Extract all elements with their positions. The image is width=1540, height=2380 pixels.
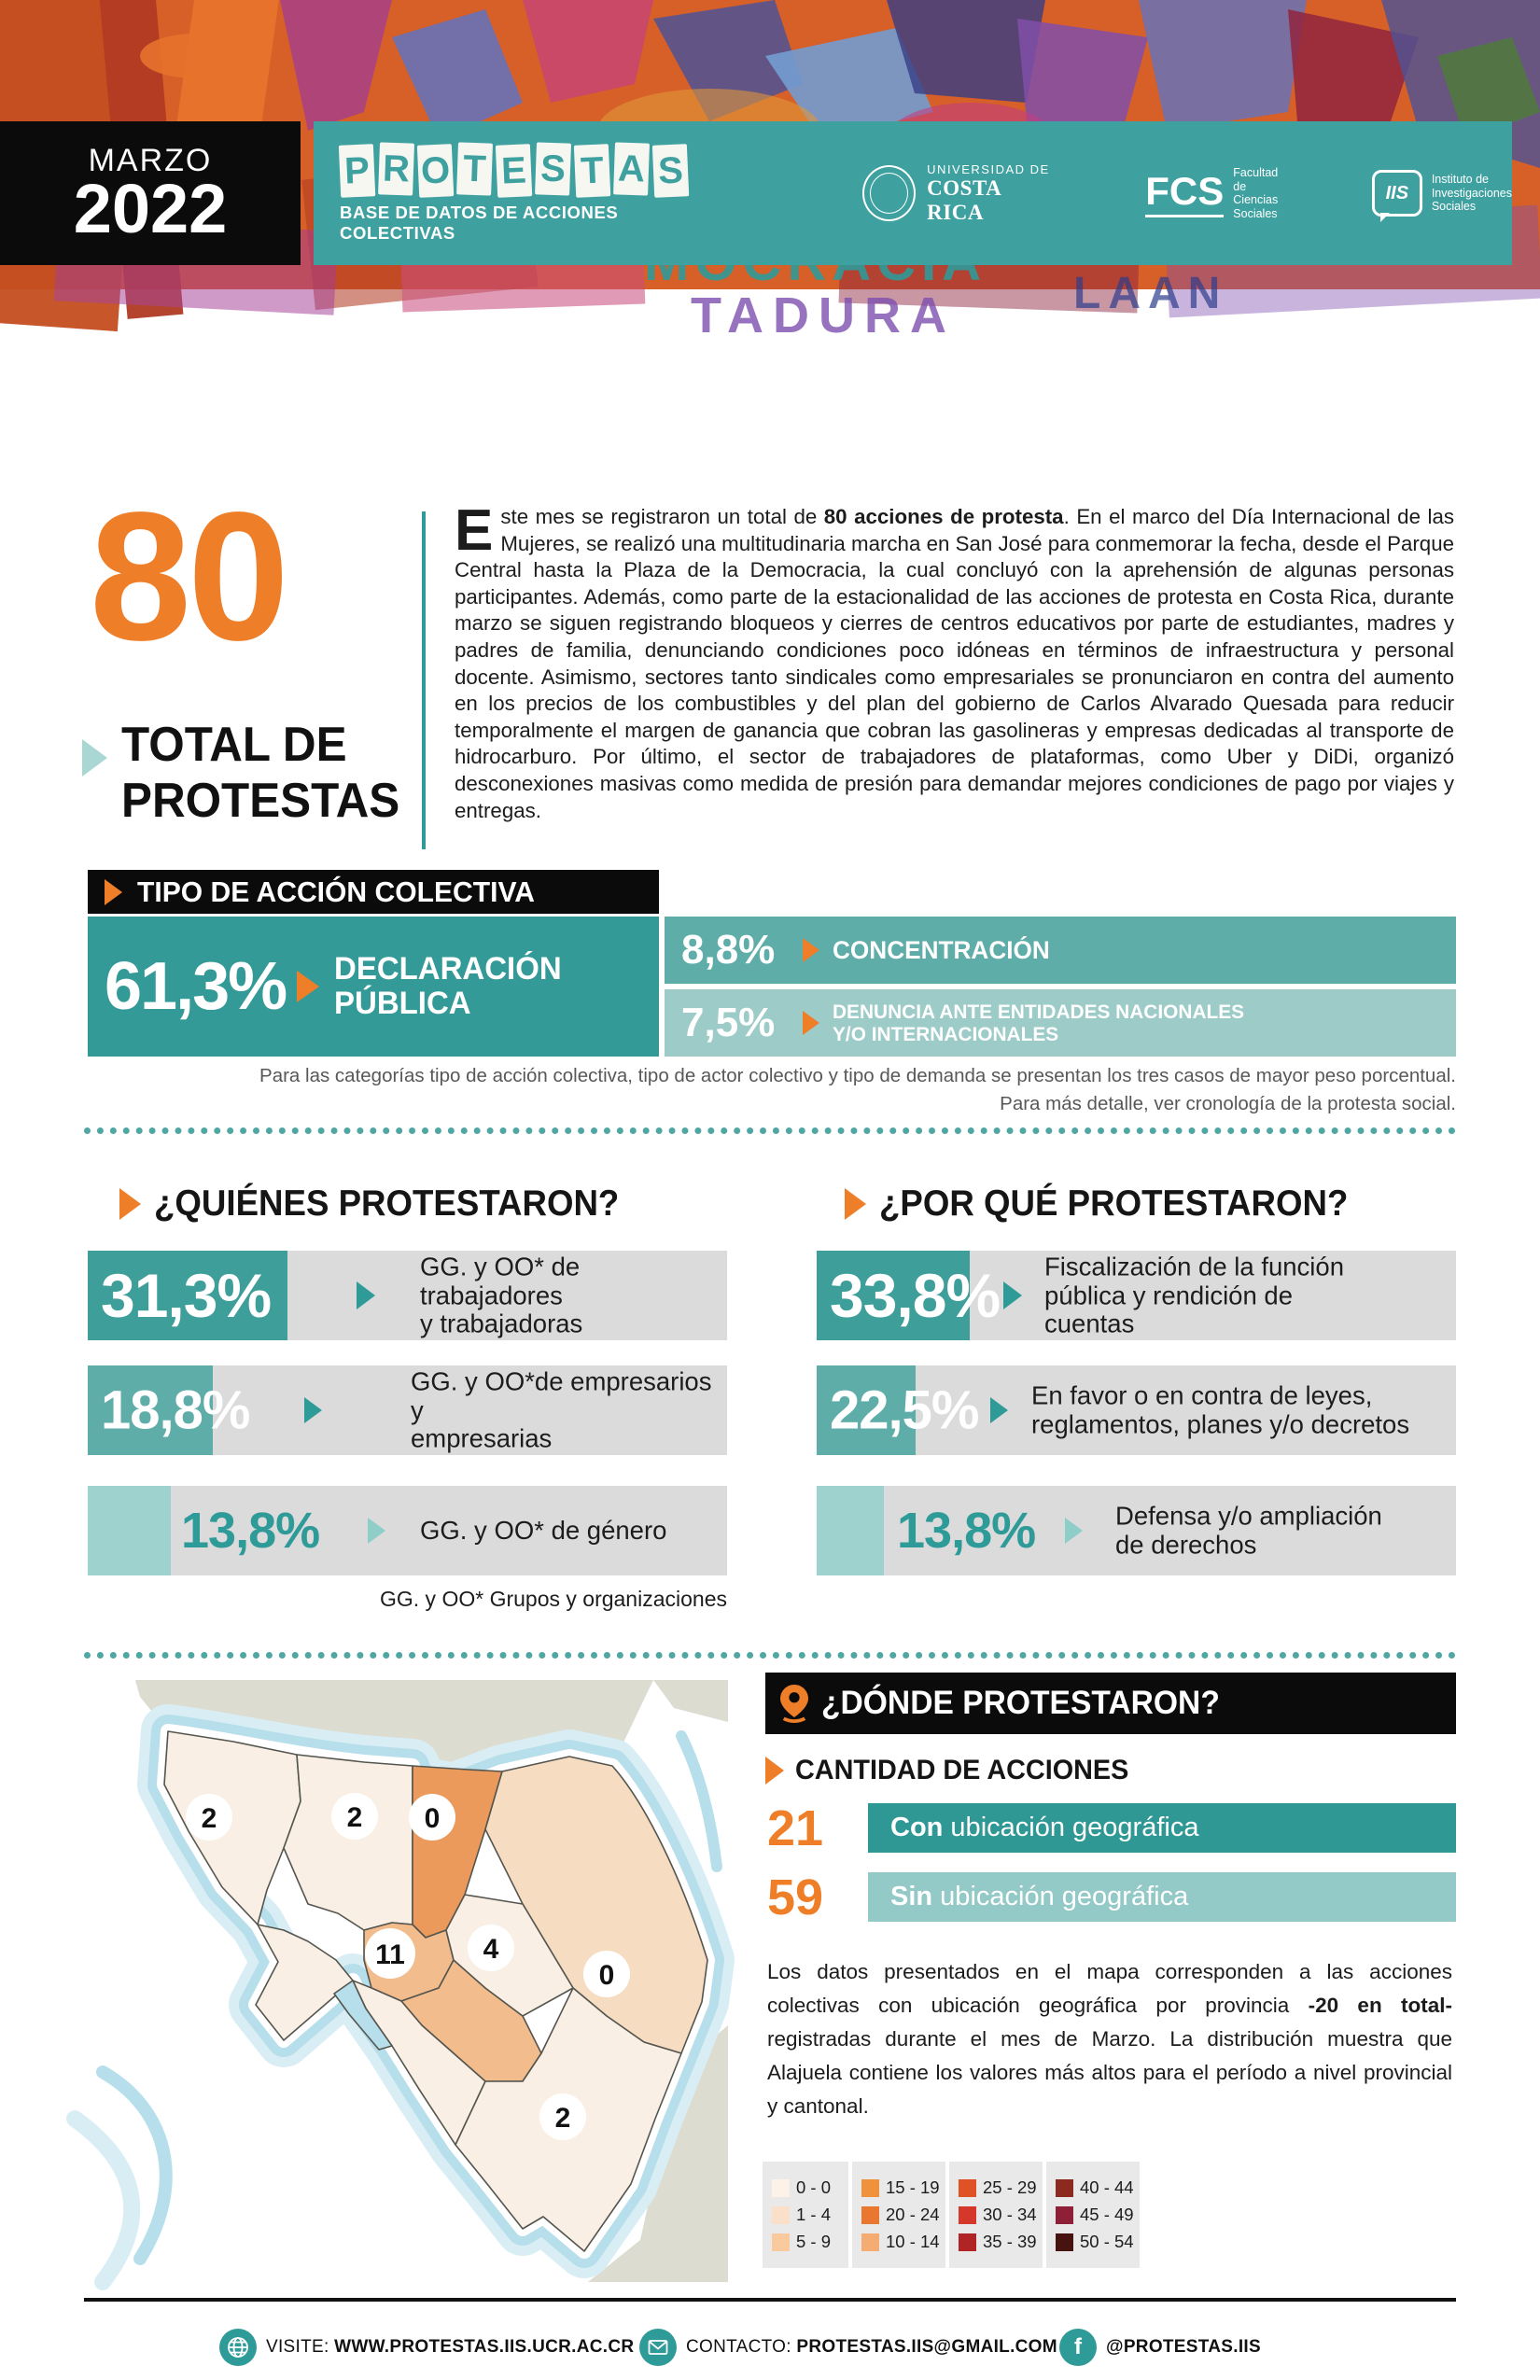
- quienes-section-header: [119, 1183, 649, 1225]
- map-value-puntarenas: 2: [554, 2103, 571, 2134]
- arrow-icon: [803, 1011, 819, 1035]
- year-label: 2022: [73, 170, 228, 247]
- footer-contact[interactable]: CONTACTO: PROTESTAS.IIS@GMAIL.COM: [639, 2329, 1057, 2366]
- iis-line3: Sociales: [1431, 200, 1477, 214]
- ucr-name-line2: COSTA RICA: [927, 175, 1001, 224]
- without-geo-bar: Sin ubicación geográfica: [868, 1872, 1456, 1922]
- globe-icon: [219, 2329, 257, 2366]
- legend-col-1: [763, 2162, 848, 2268]
- bar-pct: 13,8%: [897, 1503, 1036, 1559]
- legend-item: 15 - 19: [861, 2177, 945, 2198]
- bar-fill: [88, 1486, 171, 1575]
- brand-banner: [314, 121, 1512, 265]
- ucr-seal-icon: [862, 165, 916, 221]
- footer-divider: [84, 2298, 1456, 2302]
- costa-rica-map: [84, 1680, 728, 2282]
- bar-pct: 13,8%: [181, 1503, 320, 1559]
- legend-swatch: [772, 2233, 790, 2251]
- arrow-icon: [119, 1188, 141, 1220]
- tipo-main-pct: 61,3%: [105, 949, 287, 1024]
- donde-section-header: [765, 1673, 1456, 1734]
- facebook-icon: f: [1059, 2329, 1097, 2366]
- cantidad-title: CANTIDAD DE ACCIONES: [795, 1755, 1129, 1785]
- arrow-icon: [368, 1518, 385, 1544]
- bar-label: Defensa y/o ampliación de derechos: [1115, 1501, 1382, 1559]
- map-svg: [84, 1680, 728, 2282]
- arrow-icon: [803, 938, 819, 962]
- arrow-icon: [845, 1188, 866, 1220]
- with-geo-row: [765, 1799, 1456, 1856]
- logo-letter: P: [339, 144, 375, 198]
- porque-title: ¿POR QUÉ PROTESTARON?: [879, 1183, 1349, 1224]
- map-value-guanacaste: 2: [201, 1803, 217, 1834]
- legend-swatch: [861, 2206, 879, 2224]
- bar-label: GG. y OO*de empresarios y empresarias: [411, 1366, 712, 1453]
- legend-swatch: [1056, 2179, 1073, 2197]
- tipo-main-label: DECLARACIÓN PÚBLICA: [334, 951, 562, 1021]
- iis-abbr: IIS: [1385, 182, 1409, 203]
- legend-swatch: [959, 2233, 976, 2251]
- arrow-icon: [765, 1757, 784, 1785]
- tipo-second-pct: 8,8%: [681, 927, 776, 973]
- legend-col-4: [1046, 2162, 1140, 2268]
- legend-swatch: [861, 2179, 879, 2197]
- logo-letter: S: [535, 142, 571, 195]
- quienes-bar-1: [88, 1251, 727, 1340]
- legend-item: 0 - 0: [772, 2177, 848, 2198]
- map-description: Los datos presentados en el mapa corresponden a las acciones colectivas con ubicación geográfica por provincia -20 en total- registradas durante el mes de Marzo. La distribución muestra que Alajuela contiene los valores más altos para el período a nivel provincial y cantonal.: [767, 1960, 1452, 2118]
- logo-letter: T: [456, 142, 493, 195]
- tipo-title: TIPO DE ACCIÓN COLECTIVA: [137, 875, 536, 908]
- legend-item: 50 - 54: [1056, 2232, 1140, 2252]
- legend-item: 1 - 4: [772, 2205, 848, 2225]
- mail-icon: [639, 2329, 677, 2366]
- logo-letter: O: [417, 144, 454, 198]
- footer-website[interactable]: VISITE: WWW.PROTESTAS.IIS.UCR.AC.CR: [219, 2329, 634, 2366]
- with-geo-bar: Con ubicación geográfica: [868, 1803, 1456, 1853]
- porque-bar-2: [817, 1365, 1456, 1455]
- map-pin-icon: [780, 1685, 808, 1722]
- legend-swatch: [772, 2206, 790, 2224]
- bar-label: GG. y OO* de trabajadores y trabajadoras: [420, 1252, 583, 1338]
- legend-item: 40 - 44: [1056, 2177, 1140, 2198]
- porque-bar-1: [817, 1251, 1456, 1340]
- bar-pct: 22,5%: [830, 1379, 979, 1441]
- legend-swatch: [959, 2179, 976, 2197]
- iis-logo: [1372, 170, 1512, 217]
- without-geo-row: [765, 1869, 1456, 1925]
- tipo-third-pct: 7,5%: [681, 1000, 776, 1045]
- dropcap: E: [455, 498, 494, 563]
- legend-swatch: [1056, 2206, 1073, 2224]
- iis-line2: Investigaciones: [1431, 186, 1512, 200]
- arrow-icon: [357, 1281, 375, 1309]
- without-geo-number: 59: [767, 1869, 824, 1925]
- map-value-alajuela: 2: [346, 1802, 363, 1833]
- fcs-line1: Facultad de: [1233, 166, 1279, 193]
- tipo-section-header: [88, 870, 659, 914]
- bar-pct: 18,8%: [101, 1379, 250, 1441]
- fcs-line2: Ciencias: [1233, 193, 1279, 206]
- map-value-san-jose: 11: [375, 1939, 405, 1970]
- quienes-bar-2: [88, 1365, 727, 1455]
- logo-letter: T: [574, 144, 610, 198]
- protestas-logo: [340, 144, 722, 244]
- logo-letter: R: [378, 142, 414, 195]
- tipo-second-label: CONCENTRACIÓN: [833, 935, 1050, 964]
- porque-section-header: [845, 1183, 1378, 1225]
- legend-item: 5 - 9: [772, 2232, 848, 2252]
- legend-item: 45 - 49: [1056, 2205, 1140, 2225]
- legend-swatch: [1056, 2233, 1073, 2251]
- map-value-cartago: 4: [483, 1934, 499, 1965]
- logo-letter: A: [613, 142, 650, 195]
- logo-letter: S: [652, 144, 689, 198]
- arrow-icon: [304, 1397, 322, 1423]
- legend-swatch: [861, 2233, 879, 2251]
- legend-item: 20 - 24: [861, 2205, 945, 2225]
- bar-pct: 31,3%: [101, 1261, 272, 1330]
- gg-oo-footnote: GG. y OO* Grupos y organizaciones: [380, 1587, 727, 1611]
- legend-item: 10 - 14: [861, 2232, 945, 2252]
- bar-fill: [817, 1486, 884, 1575]
- quienes-title: ¿QUIÉNES PROTESTARON?: [154, 1183, 620, 1224]
- tipo-third-label: DENUNCIA ANTE ENTIDADES NACIONALES Y/O INTERNACIONALES: [833, 1001, 1245, 1045]
- legend-col-3: [949, 2162, 1043, 2268]
- bar-label: Fiscalización de la función pública y rendición de cuentas: [1044, 1252, 1345, 1338]
- graffiti-text-3: LAAN: [1073, 269, 1228, 318]
- map-value-limon: 0: [598, 1960, 615, 1991]
- legend-item: 25 - 29: [959, 2177, 1043, 2198]
- month-label: MARZO: [88, 143, 213, 178]
- logo-letter: E: [496, 144, 532, 198]
- ocean-wave-decor: [75, 2119, 132, 2282]
- map-value-heredia: 0: [424, 1803, 441, 1834]
- legend-col-2: [852, 2162, 945, 2268]
- legend-item: 35 - 39: [959, 2232, 1043, 2252]
- donde-title: ¿DÓNDE PROTESTARON?: [821, 1685, 1220, 1721]
- map-region-nicaragua-ne: [653, 1680, 728, 1722]
- total-arrow-icon: [82, 739, 107, 777]
- quienes-bar-3: [88, 1486, 727, 1575]
- legend-swatch: [772, 2179, 790, 2197]
- arrow-icon: [990, 1397, 1008, 1423]
- footer-facebook[interactable]: f @PROTESTAS.IIS: [1059, 2329, 1261, 2366]
- date-box: [0, 121, 301, 265]
- bar-pct: 33,8%: [830, 1261, 1001, 1330]
- bar-label: GG. y OO* de género: [420, 1515, 667, 1545]
- arrow-icon: [1003, 1281, 1022, 1309]
- tipo-second-box: [665, 917, 1456, 984]
- iis-bubble-icon: [1372, 170, 1422, 217]
- arrow-icon: [1065, 1518, 1083, 1544]
- fcs-logo: [1145, 166, 1288, 220]
- tipo-main-box: [88, 917, 659, 1057]
- cantidad-header: [765, 1755, 1142, 1786]
- dotted-divider-1: [84, 1127, 1456, 1134]
- total-protests-title: TOTAL DE PROTESTAS: [121, 718, 400, 828]
- logo-subtitle: BASE DE DATOS DE ACCIONES COLECTIVAS: [340, 202, 619, 243]
- total-protests-number: 80: [90, 474, 287, 679]
- arrow-icon: [297, 971, 319, 1002]
- intro-divider-rule: [422, 511, 426, 849]
- arrow-icon: [105, 879, 122, 905]
- graffiti-text-2: TADURA: [691, 287, 956, 343]
- porque-bar-3: [817, 1486, 1456, 1575]
- header-collage: [0, 0, 1540, 343]
- bar-label: En favor o en contra de leyes, reglamentos, planes y/o decretos: [1031, 1380, 1410, 1438]
- fcs-line3: Sociales: [1233, 206, 1278, 220]
- legend-swatch: [959, 2206, 976, 2224]
- iis-line1: Instituto de: [1431, 173, 1489, 187]
- ucr-logo: [862, 162, 1057, 225]
- intro-paragraph: Este mes se registraron un total de 80 acciones de protesta. En el marco del Día Internacional de las Mujeres, se realizó una multitudinaria marcha en San José para conmemorar la fecha, desde el Parque Central hasta la Plaza de la Democracia, la cual concluyó con la aprehensión de algunas personas participantes. Además, como parte de la estacionalidad de las acciones de protesta en Costa Rica, durante marzo se siguen registrando bloqueos y cierres de centros educativos por parte de estudiantes, madres y padres de familia, denunciando condiciones poco idóneas en términos de infraestructura y personal docente. Asimismo, sectores tanto sindicales como empresariales se pronunciaron en contra del aumento en los precios de los combustibles y del plan del gobierno de Carlos Alvarado Quesada para reducir temporalmente el margen de ganancia que cobran las gasolineras y empresas dedicadas al transporte de hidrocarburo. Por último, el sector de trabajadores de plataformas, como Uber y DiDi, organizó desconexiones masivas como medida de presión para demandar mejores condiciones de pago por viajes y entregas.: [455, 498, 1454, 822]
- fcs-abbr: FCS: [1145, 170, 1224, 217]
- dotted-divider-2: [84, 1652, 1456, 1659]
- tipo-footnote: Para las categorías tipo de acción colectiva, tipo de actor colectivo y tipo de demanda se presentan los tres casos de mayor peso porcentual. Para más detalle, ver cronología de la protesta social.: [259, 1065, 1456, 1114]
- ucr-name-line1: UNIVERSIDAD DE: [927, 161, 1050, 176]
- map-region-alajuela[interactable]: [284, 1755, 413, 1930]
- legend-item: 30 - 34: [959, 2205, 1043, 2225]
- tipo-third-box: [665, 989, 1456, 1057]
- with-geo-number: 21: [767, 1799, 824, 1856]
